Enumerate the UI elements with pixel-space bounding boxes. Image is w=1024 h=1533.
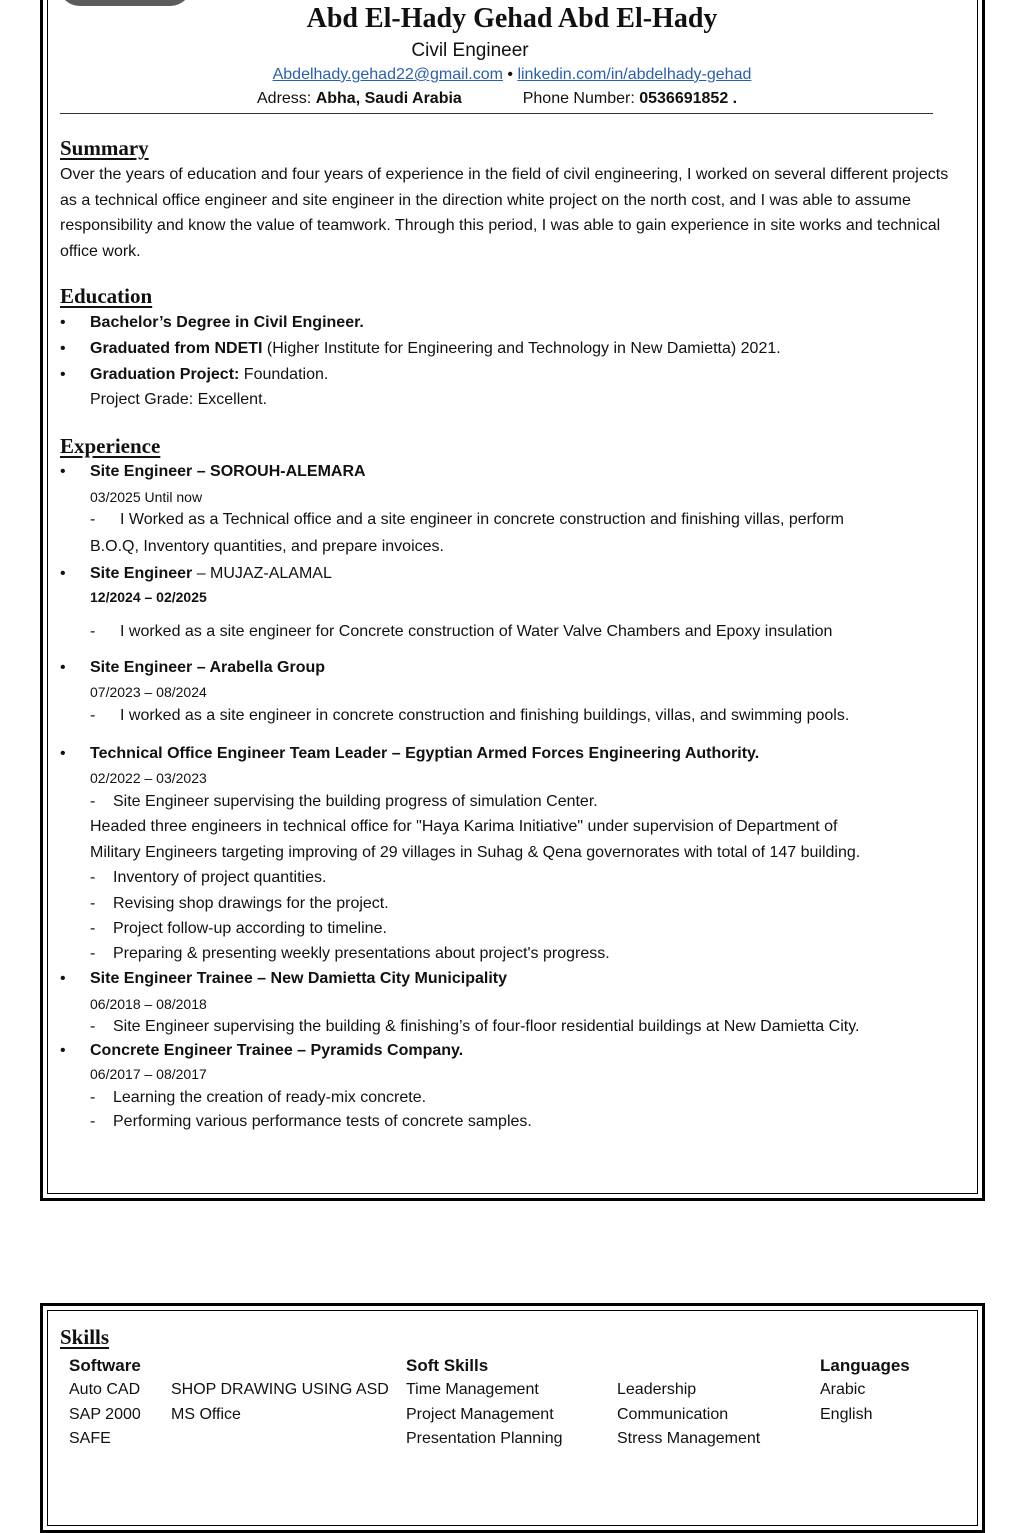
bullet: • bbox=[60, 1042, 66, 1059]
job-duty: - Project follow-up according to timeline. bbox=[90, 920, 387, 937]
job-duty: - Inventory of project quantities. bbox=[90, 869, 327, 886]
bullet: • bbox=[60, 340, 66, 357]
job-duty: - Revising shop drawings for the project. bbox=[90, 895, 389, 912]
contact-links bbox=[0, 66, 1024, 84]
job-date: 07/2023 – 08/2024 bbox=[90, 684, 207, 700]
job-duty-cont: Headed three engineers in technical office for "Haya Karima Initiative" under supervision of Department of bbox=[90, 818, 838, 835]
language-item: English bbox=[820, 1406, 873, 1423]
job-duty: - Learning the creation of ready-mix concrete. bbox=[90, 1089, 427, 1106]
languages-heading: Languages bbox=[820, 1356, 910, 1375]
software-heading: Software bbox=[69, 1356, 141, 1375]
skill-item: Presentation Planning bbox=[406, 1430, 563, 1447]
skill-item: Time Management bbox=[406, 1381, 539, 1398]
address-line bbox=[257, 90, 737, 108]
phone-value: 0536691852 . bbox=[639, 90, 738, 107]
job-title: Concrete Engineer Trainee – Pyramids Company. bbox=[90, 1042, 464, 1059]
job-duty: - Site Engineer supervising the building progress of simulation Center. bbox=[90, 793, 598, 810]
education-heading: Education bbox=[60, 284, 153, 308]
address-label: Adress: bbox=[257, 90, 312, 107]
soft-skills-heading: Soft Skills bbox=[406, 1356, 489, 1375]
language-item: Arabic bbox=[820, 1381, 866, 1398]
skill-item: SAP 2000 bbox=[69, 1406, 141, 1423]
skill-item: MS Office bbox=[171, 1406, 241, 1423]
job-title: Site Engineer – Arabella Group bbox=[90, 659, 326, 676]
bullet: • bbox=[60, 565, 66, 582]
summary-text: Over the years of education and four years of experience in the field of civil engineering, I worked on several different projects as a technical office engineer and site engineer in the direction white project on the north cost, and I was able to assume responsibility and know the value of teamwork. Through this period, I was able to gain experience in site works and technical office work. bbox=[60, 166, 949, 260]
skill-item: Leadership bbox=[617, 1381, 697, 1398]
job-date: 06/2018 – 08/2018 bbox=[90, 996, 207, 1012]
job-date: 06/2017 – 08/2017 bbox=[90, 1066, 207, 1082]
job-title: Site Engineer – SOROUH-ALEMARA bbox=[90, 463, 366, 480]
bullet: • bbox=[60, 970, 66, 987]
phone-label: Phone Number: bbox=[522, 90, 635, 107]
bullet: • bbox=[60, 745, 66, 762]
project-grade: Project Grade: Excellent. bbox=[90, 391, 267, 408]
education-item: Bachelor’s Degree in Civil Engineer. bbox=[90, 314, 364, 331]
job-date: 02/2022 – 03/2023 bbox=[90, 770, 207, 786]
candidate-name: Abd El-Hady Gehad Abd El-Hady bbox=[306, 3, 718, 34]
bullet: • bbox=[60, 314, 66, 331]
bullet: • bbox=[60, 366, 66, 383]
skill-item: Auto CAD bbox=[69, 1381, 141, 1398]
skill-item: SAFE bbox=[69, 1430, 111, 1447]
job-duty: - Performing various performance tests of concrete samples. bbox=[90, 1113, 532, 1130]
job-duty: - I worked as a site engineer in concrete construction and finishing buildings, villas, and swimming pools. bbox=[90, 707, 850, 724]
education-item: Graduation Project: Foundation. bbox=[90, 366, 329, 383]
skill-item: Project Management bbox=[406, 1406, 554, 1423]
skill-item: Communication bbox=[617, 1406, 729, 1423]
job-title: Technical Office Engineer Team Leader – Egyptian Armed Forces Engineering Authority. bbox=[90, 745, 760, 762]
job-duty: - Site Engineer supervising the building & finishing’s of four-floor residential buildings at New Damietta City. bbox=[90, 1018, 860, 1035]
education-item: Graduated from NDETI (Higher Institute for Engineering and Technology in New Damietta) 2021. bbox=[90, 340, 781, 357]
header-divider bbox=[60, 113, 933, 114]
job-date: 12/2024 – 02/2025 bbox=[90, 589, 207, 605]
bullet: • bbox=[60, 463, 66, 480]
experience-heading: Experience bbox=[60, 434, 161, 458]
skill-item: Stress Management bbox=[617, 1430, 761, 1447]
skill-item: SHOP DRAWING USING ASD bbox=[171, 1381, 389, 1398]
contact-separator: • bbox=[507, 66, 513, 83]
job-duty: - I Worked as a Technical office and a site engineer in concrete construction and finishing villas, perform bbox=[90, 511, 844, 528]
job-title: Site Engineer – MUJAZ-ALAMAL bbox=[90, 565, 332, 582]
job-duty: - Preparing & presenting weekly presentations about project's progress. bbox=[90, 945, 610, 962]
address-value: Abha, Saudi Arabia bbox=[315, 90, 462, 107]
linkedin-link[interactable]: linkedin.com/in/abdelhady-gehad bbox=[517, 66, 752, 83]
job-duty: - I worked as a site engineer for Concrete construction of Water Valve Chambers and Epoxy insulation bbox=[90, 623, 833, 640]
job-title: Civil Engineer bbox=[411, 40, 529, 61]
summary-heading: Summary bbox=[60, 136, 149, 160]
email-link[interactable]: Abdelhady.gehad22@gmail.com bbox=[272, 66, 503, 83]
job-duty-cont: B.O.Q, Inventory quantities, and prepare invoices. bbox=[90, 538, 444, 555]
bullet: • bbox=[60, 659, 66, 676]
job-title: Site Engineer Trainee – New Damietta City Municipality bbox=[90, 970, 508, 987]
job-date: 03/2025 Until now bbox=[90, 489, 203, 505]
job-duty-cont: Military Engineers targeting improving of 29 villages in Suhag & Qena governorates with total of 147 building. bbox=[90, 844, 861, 861]
skills-heading: Skills bbox=[60, 1325, 110, 1349]
